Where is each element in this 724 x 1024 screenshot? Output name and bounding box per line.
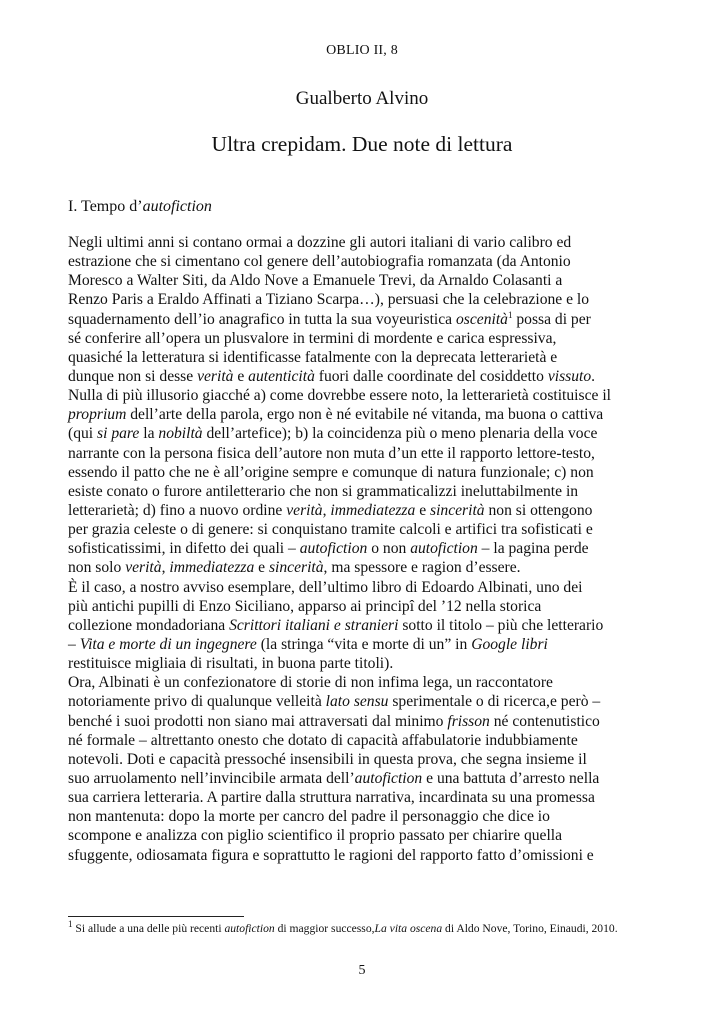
text-line (68, 539, 664, 558)
text-run: e (254, 559, 269, 577)
text-run: collezione mondadoriana (68, 616, 230, 634)
text-run: sofisticatissimi, in difetto dei quali – (68, 540, 300, 558)
text-line (68, 405, 664, 424)
text-run: fuori dalle coordinate del cosiddetto (314, 367, 548, 385)
text-run: , (322, 501, 331, 519)
text-line (68, 846, 664, 865)
text-line (68, 290, 664, 309)
italic-text: verità (125, 559, 162, 577)
text-run: sé conferire all’opera un plusvalore in termini di mordente e carica espressiva, (68, 329, 557, 347)
text-line (68, 271, 664, 290)
footnote-ref: 1 (507, 309, 513, 320)
text-line (68, 731, 664, 750)
text-run: scompone e analizza con piglio scientifico il proprio passato per chiarire quella (68, 827, 563, 845)
text-line (68, 310, 664, 329)
text-run: È il caso, a nostro avviso esemplare, dell’ultimo libro di Edoardo Albinati, uno dei (68, 578, 583, 596)
text-line (68, 578, 664, 597)
footnote-divider (68, 916, 244, 917)
page-number: 5 (358, 963, 366, 978)
text-run: – la pagina perde (477, 540, 589, 558)
text-run: restituisce migliaia di risultati, in buona parte titoli). (68, 655, 394, 673)
text-line (68, 520, 664, 539)
text-run: Moresco a Walter Siti, da Aldo Nove a Emanuele Trevi, da Arnaldo Colasanti a (68, 272, 563, 290)
text-line (68, 654, 664, 673)
text-line (68, 558, 664, 577)
text-run: essendo il patto che ne è all’origine sempre e comunque di natura funzionale; c) non (68, 463, 594, 481)
text-run: e (233, 367, 249, 385)
text-line (68, 635, 664, 654)
text-run: notevoli. Doti e capacità pressoché insensibili in questa prova, che segna insieme il (68, 750, 587, 768)
text-run: e (415, 501, 431, 519)
italic-text: si pare (97, 425, 140, 443)
text-run: dell’arte della parola, ergo non è né evitabile né vitanda, ma buona o cattiva (126, 406, 604, 424)
body-text (68, 233, 664, 865)
text-run: . (591, 367, 596, 385)
italic-text: Scrittori italiani e stranieri (229, 616, 399, 634)
text-line (68, 482, 664, 501)
text-line (68, 788, 664, 807)
text-run: – (68, 635, 80, 653)
text-run: né formale – altrettanto onesto che dotato di capacità affabulatorie indubbiamente (68, 731, 578, 749)
text-line (68, 616, 664, 635)
author-name: Gualberto Alvino (295, 88, 429, 109)
text-line (68, 367, 664, 386)
text-line (68, 769, 664, 788)
text-run: sperimentale o di ricerca,e però – (388, 693, 601, 711)
text-line (68, 329, 664, 348)
text-line (68, 233, 664, 252)
italic-text: Google libri (471, 635, 548, 653)
italic-text: autofiction (354, 769, 423, 787)
text-run: non mantenuta: dopo la morte per cancro del padre il personaggio che dice io (68, 808, 550, 826)
text-line (68, 252, 664, 271)
text-run: dell’artefice); b) la coincidenza più o meno plenaria della voce (202, 425, 598, 443)
italic-text: frisson (447, 712, 490, 730)
text-line (68, 750, 664, 769)
italic-text: lato sensu (325, 693, 389, 711)
text-run: , (161, 559, 170, 577)
italic-text: vissuto (547, 367, 592, 385)
text-run: suo arruolamento nell’invincibile armata dell’ (68, 769, 355, 787)
text-run: sfuggente, odiosamata figura e soprattutto le ragioni del rapporto fatto d’omissioni e (68, 846, 594, 864)
text-line (68, 712, 664, 731)
text-run: Si allude a una delle più recenti (72, 922, 225, 935)
text-run: di maggior successo, (274, 922, 375, 935)
italic-text: autofiction (410, 540, 478, 558)
text-run: letterarietà; d) fino a nuovo ordine (68, 501, 287, 519)
text-line (68, 826, 664, 845)
text-run: di Aldo Nove, Torino, Einaudi, 2010. (442, 922, 618, 935)
text-line (68, 597, 664, 616)
text-run: dunque non si desse (68, 367, 198, 385)
text-run: possa di per (512, 310, 591, 328)
text-run: e una battuta d’arresto nella (422, 769, 600, 787)
footnote-ref: 1 (68, 919, 73, 930)
text-run: estrazione che si cimentano col genere dell’autobiografia romanzata (da Antonio (68, 253, 571, 271)
text-run: per grazia celeste o di genere: si conquistano tramite calcoli e artifici tra sofisticati e (68, 521, 593, 539)
text-run: o non (367, 540, 411, 558)
section-heading (68, 198, 212, 216)
italic-text: Vita e morte di un ingegnere (79, 635, 257, 653)
text-run: narrante con la persona fisica dell’autore non muta d’un ette il rapporto lettore-testo, (68, 444, 595, 462)
text-line (68, 386, 664, 405)
italic-text: autenticità (248, 367, 315, 385)
article-title: Ultra crepidam. Due note di lettura (211, 132, 513, 156)
italic-text: immediatezza (169, 559, 255, 577)
italic-text: verità (286, 501, 323, 519)
italic-text: verità (197, 367, 234, 385)
text-run: squadernamento dell’io anagrafico in tutta la sua voyeuristica (68, 310, 456, 328)
italic-text: autofiction (224, 922, 275, 935)
text-run: non si ottengono (484, 501, 593, 519)
text-line (68, 348, 664, 367)
italic-text: sincerità (430, 501, 485, 519)
text-run: la (139, 425, 159, 443)
text-run: non solo (68, 559, 126, 577)
text-run: quasiché la letteratura si identificasse fatalmente con la deprecata letterarietà e (68, 348, 558, 366)
text-run: sotto il titolo – più che letterario (398, 616, 604, 634)
text-run: , ma spessore e ragion d’essere. (323, 559, 521, 577)
italic-text: oscenità (455, 310, 508, 328)
text-run: Renzo Paris a Eraldo Affinati a Tiziano Scarpa…), persuasi che la celebrazione e lo (68, 291, 590, 309)
text-line (68, 463, 664, 482)
italic-text: nobiltà (158, 425, 203, 443)
text-run: Nulla di più illusorio giacché a) come dovrebbe essere noto, la letterarietà costituisce il (68, 387, 611, 405)
text-run: più antichi pupilli di Enzo Siciliano, apparso ai principî del ’12 nella storica (68, 597, 542, 615)
text-run: sua carriera letteraria. A partire dalla struttura narrativa, incardinata su una promessa (68, 789, 595, 807)
italic-text: autofiction (299, 540, 368, 558)
section-number: I. Tempo d’ (68, 198, 143, 215)
italic-text: immediatezza (330, 501, 416, 519)
italic-text: proprium (68, 406, 127, 424)
text-run: né contenutistico (489, 712, 600, 730)
italic-text: La vita oscena (374, 922, 443, 935)
text-line (68, 673, 664, 692)
italic-text: sincerità (268, 559, 324, 577)
text-line (68, 692, 664, 711)
text-run: benché i suoi prodotti non siano mai attraversati dal minimo (68, 712, 448, 730)
text-run: notoriamente privo di qualunque velleità (68, 693, 326, 711)
text-run: esiste conato o furore antiletterario che non si grammaticalizzi ineluttabilmente in (68, 482, 579, 500)
running-head: OBLIO II, 8 (326, 43, 398, 58)
text-run: (qui (68, 425, 98, 443)
text-line (68, 444, 664, 463)
text-line (68, 501, 664, 520)
text-line (68, 424, 664, 443)
text-run: Negli ultimi anni si contano ormai a dozzine gli autori italiani di vario calibro ed (68, 234, 572, 251)
text-run: Ora, Albinati è un confezionatore di storie di non infima lega, un raccontatore (68, 674, 553, 692)
text-run: (la stringa “vita e morte di un” in (256, 635, 472, 653)
section-name: autofiction (142, 198, 212, 215)
text-line (68, 807, 664, 826)
footnote (68, 919, 668, 935)
